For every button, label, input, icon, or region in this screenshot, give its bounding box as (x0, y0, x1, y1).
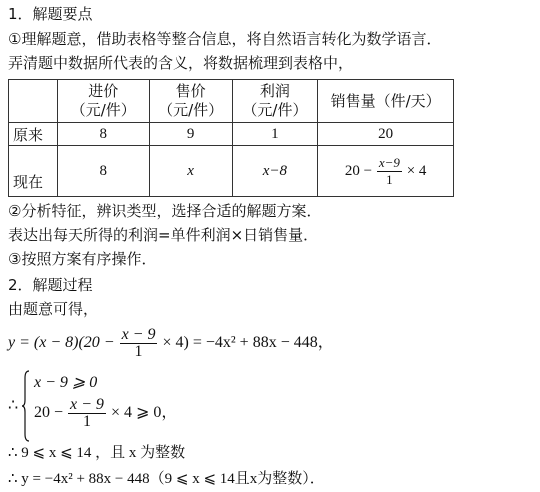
table-row-now (9, 146, 454, 197)
step2-line1: ②分析特征，辨识类型，选择合适的解题方案． (8, 202, 322, 220)
step1-line2: 弄清题中数据所代表的含义，将数据梳理到表格中， (8, 54, 354, 72)
step2-line2: 表达出每天所得的利润=单件利润×日销售量． (8, 226, 319, 244)
result-function: ∴ y = −4x² + 88x − 448（9 ⩽ x ⩽ 14且x为整数）． (8, 471, 325, 487)
therefore-symbol: ∴ (8, 397, 19, 414)
cell-profit: 1 (232, 123, 318, 146)
header-profit: 利润 （元/件） (232, 80, 318, 123)
cell-price: x (149, 146, 232, 197)
intro-line: 由题意可得， (8, 300, 99, 318)
header-cell-empty (9, 80, 58, 123)
step3-line: ③按照方案有序操作． (8, 250, 157, 268)
cell-cost: 8 (57, 146, 149, 197)
header-sales: 销售量（件/天） (318, 80, 454, 123)
cell-cost: 8 (57, 123, 149, 146)
cell-profit: x−8 (232, 146, 318, 197)
result-range: ∴ 9 ⩽ x ⩽ 14 ，且 x 为整数 (8, 445, 186, 461)
cell-sales: 20 − $\frac{x-9}{1}$ × 4 (318, 146, 454, 197)
system-ineq-1: x − 9 ⩾ 0 (34, 374, 98, 391)
header-price: 售价 （元/件） (149, 80, 232, 123)
data-table (8, 79, 454, 197)
section1-title: 1．解题要点 (8, 5, 93, 23)
system-ineq-2: 20 − $\frac{x - 9}{1}$ × 4 ⩾ 0， (34, 396, 178, 430)
system-brace (22, 370, 30, 442)
row-label: 原来 (9, 123, 58, 146)
row-label: 现在 (9, 146, 58, 197)
equation-profit: y = (x − 8)(20 − $\frac{x - 9}{1}$ × 4) = −4x² + 88x − 448， (8, 326, 334, 360)
table-header-row (9, 80, 454, 123)
step1-line1: ①理解题意，借助表格等整合信息，将自然语言转化为数学语言． (8, 30, 442, 48)
cell-price: 9 (149, 123, 232, 146)
header-cost: 进价 （元/件） (57, 80, 149, 123)
table-row-original (9, 123, 454, 146)
section2-title: 2．解题过程 (8, 276, 93, 294)
cell-sales: 20 (318, 123, 454, 146)
